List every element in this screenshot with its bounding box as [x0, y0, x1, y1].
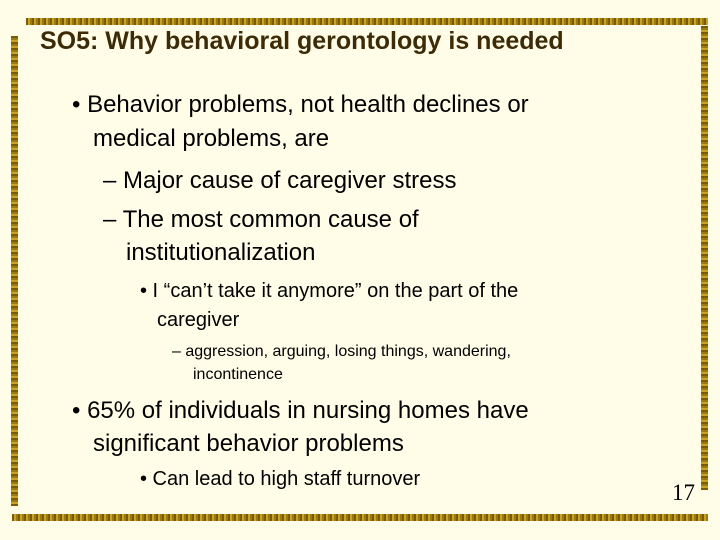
- bullet-behavior-problems-cont: medical problems, are: [93, 125, 330, 152]
- detail-behaviors: – aggression, arguing, losing things, wandering,: [172, 343, 511, 360]
- left-border-bar: [11, 36, 18, 506]
- slide-title: SO5: Why behavioral gerontology is needed: [40, 27, 564, 55]
- subsubbullet-cant-take-it: • I “can’t take it anymore” on the part of the: [140, 280, 519, 302]
- detail-behaviors-cont: incontinence: [193, 366, 283, 383]
- bullet-nursing-homes-cont: significant behavior problems: [93, 430, 404, 457]
- subbullet-caregiver-stress: – Major cause of caregiver stress: [103, 167, 457, 194]
- page-number: 17: [672, 480, 695, 505]
- subsubbullet-cant-take-it-cont: caregiver: [157, 309, 240, 331]
- subbullet-institutionalization-cont: institutionalization: [126, 239, 316, 266]
- bullet-behavior-problems: • Behavior problems, not health declines or: [72, 91, 529, 118]
- top-border-bar: [26, 18, 708, 25]
- bottom-border-bar: [12, 514, 708, 521]
- right-border-bar: [701, 26, 708, 490]
- subsubbullet-staff-turnover: • Can lead to high staff turnover: [140, 468, 421, 490]
- subbullet-institutionalization: – The most common cause of: [103, 206, 419, 233]
- bullet-nursing-homes: • 65% of individuals in nursing homes have: [72, 397, 529, 424]
